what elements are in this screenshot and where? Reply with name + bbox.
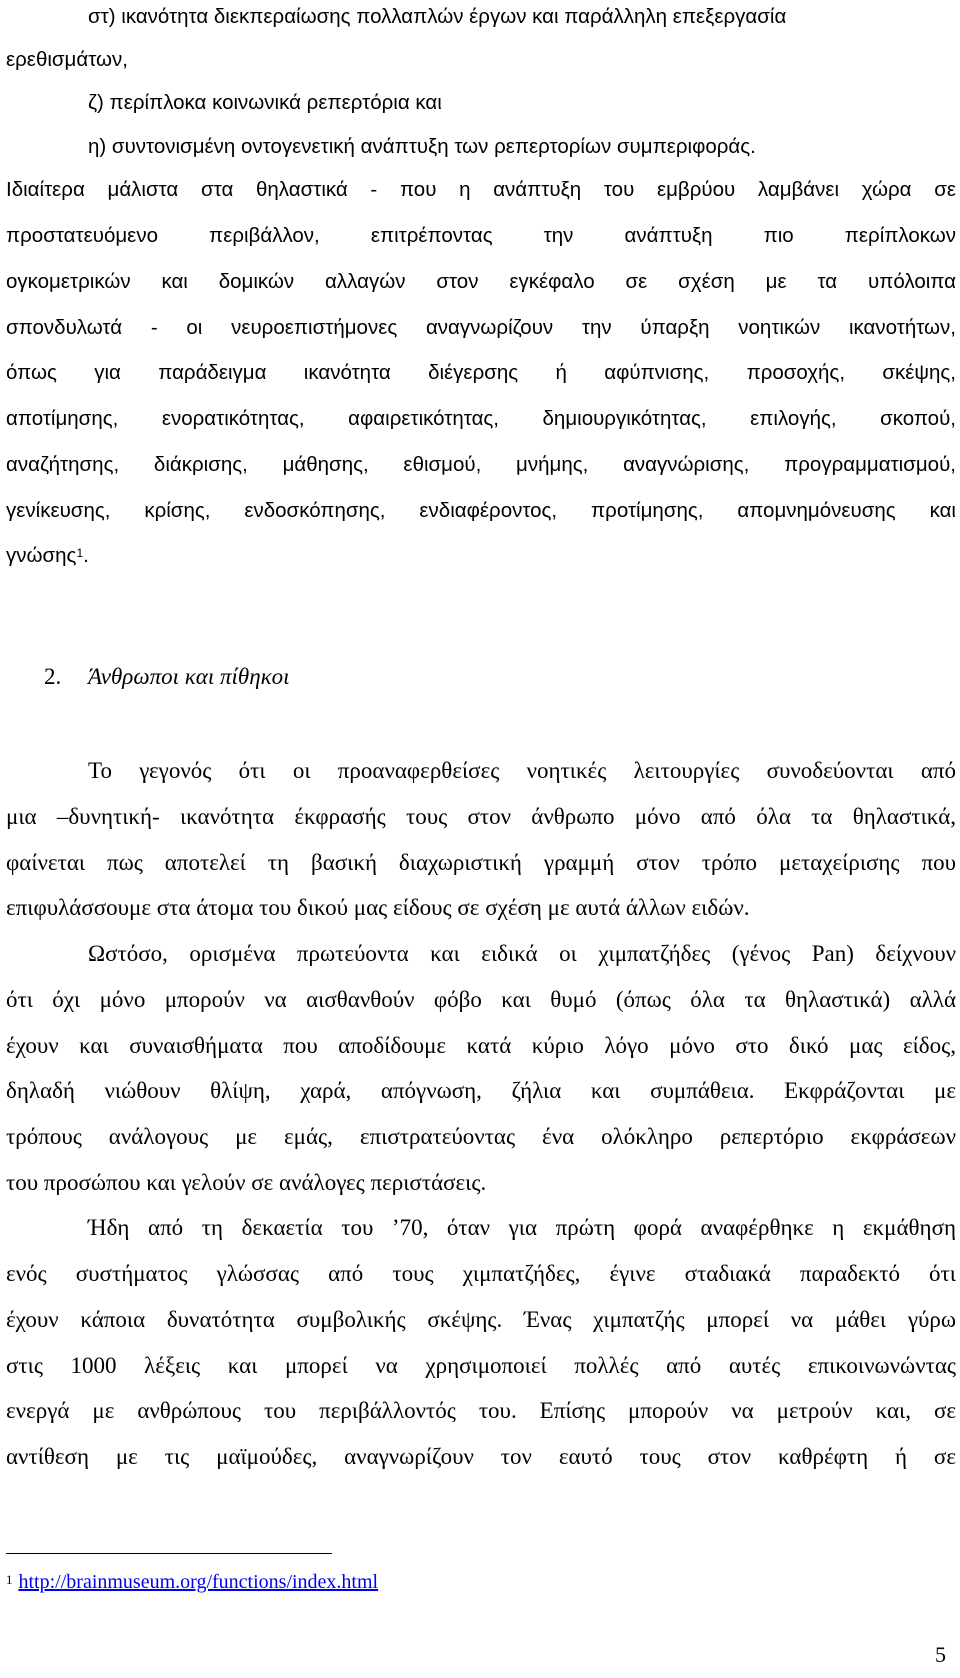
footnote bbox=[6, 1569, 378, 1595]
paragraph-line: του προσώπου και γελούν σε ανάλογες περιστάσεις. bbox=[6, 1170, 487, 1195]
paragraph-line: έχουν και συναισθήματα που αποδίδουμε κατά κύριο λόγο μόνο στο δικό μας είδος, bbox=[6, 1033, 956, 1058]
paragraph-line: δηλαδή νιώθουν θλίψη, χαρά, απόγνωση, ζήλια και συμπάθεια. Εκφράζονται με bbox=[6, 1078, 956, 1103]
footnote-marker: 1 bbox=[6, 1572, 13, 1587]
paragraph-line: Το γεγονός ότι οι προαναφερθείσες νοητικές λειτουργίες συνοδεύονται από bbox=[88, 758, 956, 783]
paragraph-line: σπονδυλωτά - οι νευροεπιστήμονες αναγνωρίζουν την ύπαρξη νοητικών ικανοτήτων, bbox=[6, 316, 956, 339]
footnote-separator bbox=[6, 1553, 332, 1554]
paragraph-line: ογκομετρικών και δομικών αλλαγών στον εγκέφαλο σε σχέση με τα υπόλοιπα bbox=[6, 270, 956, 293]
footnote-link[interactable]: http://brainmuseum.org/functions/index.html bbox=[18, 1571, 379, 1593]
paragraph-line: ότι όχι μόνο μπορούν να αισθανθούν φόβο και θυμό (όπως όλα τα θηλαστικά) αλλά bbox=[6, 987, 956, 1012]
paragraph-line: επιφυλάσσουμε στα άτομα του δικού μας είδους σε σχέση με αυτά άλλων ειδών. bbox=[6, 895, 750, 920]
list-item-st: στ) ικανότητα διεκπεραίωσης πολλαπλών έργων και παράλληλη επεξεργασία bbox=[88, 5, 787, 28]
list-item-i: η) συντονισμένη οντογενετική ανάπτυξη των ρεπερτορίων συμπεριφοράς. bbox=[88, 135, 756, 158]
list-item-st-continuation: ερεθισμάτων, bbox=[6, 48, 128, 71]
list-item-z: ζ) περίπλοκα κοινωνικά ρεπερτόρια και bbox=[88, 91, 442, 114]
paragraph-line: φαίνεται πως αποτελεί τη βασική διαχωριστική γραμμή στον τρόπο μεταχείρισης που bbox=[6, 850, 956, 875]
section-title: Άνθρωποι και πίθηκοι bbox=[88, 664, 290, 689]
section-heading bbox=[44, 664, 290, 690]
section-number: 2. bbox=[44, 664, 62, 689]
paragraph-line: ενεργά με ανθρώπους του περιβάλλοντός του. Επίσης μπορούν να μετρούν και, σε bbox=[6, 1398, 956, 1423]
last-word: γνώσης bbox=[6, 544, 77, 567]
paragraph-line: γενίκευσης, κρίσης, ενδοσκόπησης, ενδιαφέροντος, προτίμησης, απομνημόνευσης και bbox=[6, 499, 956, 522]
paragraph-line: αναζήτησης, διάκρισης, μάθησης, εθισμού, μνήμης, αναγνώρισης, προγραμματισμού, bbox=[6, 453, 956, 476]
paragraph-line: αντίθεση με τις μαϊμούδες, αναγνωρίζουν τον εαυτό τους στον καθρέφτη ή σε bbox=[6, 1444, 956, 1469]
paragraph-line: έχουν κάποια δυνατότητα συμβολικής σκέψης. Ένας χιμπατζής μπορεί να μάθει γύρω bbox=[6, 1307, 956, 1332]
paragraph-line: όπως για παράδειγμα ικανότητα διέγερσης ή αφύπνισης, προσοχής, σκέψης, bbox=[6, 361, 956, 384]
paragraph-line: Ιδιαίτερα μάλιστα στα θηλαστικά - που η ανάπτυξη του εμβρύου λαμβάνει χώρα σε bbox=[6, 178, 956, 201]
paragraph-line: αποτίμησης, ενορατικότητας, αφαιρετικότητας, δημιουργικότητας, επιλογής, σκοπού, bbox=[6, 407, 956, 430]
paragraph-line: στις 1000 λέξεις και μπορεί να χρησιμοποιεί πολλές από αυτές επικοινωνώντας bbox=[6, 1353, 956, 1378]
period: . bbox=[83, 544, 89, 567]
paragraph-line: Ωστόσο, ορισμένα πρωτεύοντα και ειδικά οι χιμπατζήδες (γένος Pan) δείχνουν bbox=[88, 941, 956, 966]
paragraph-line: προστατευόμενο περιβάλλον, επιτρέποντας την ανάπτυξη πιο περίπλοκων bbox=[6, 224, 956, 247]
paragraph-line: τρόπους ανάλογους με εμάς, επιστρατεύοντας ένα ολόκληρο ρεπερτόριο εκφράσεων bbox=[6, 1124, 956, 1149]
paragraph-line: ενός συστήματος γλώσσας από τους χιμπατζήδες, έγινε σταδιακά παραδεκτό ότι bbox=[6, 1261, 956, 1286]
paragraph-line: Ήδη από τη δεκαετία του ’70, όταν για πρώτη φορά αναφέρθηκε η εκμάθηση bbox=[88, 1215, 956, 1240]
footnote-reference[interactable]: 1 bbox=[76, 546, 84, 560]
page-number: 5 bbox=[935, 1642, 946, 1667]
paragraph-line: μια –δυνητική- ικανότητα έκφρασής τους στον άνθρωπο μόνο από όλα τα θηλαστικά, bbox=[6, 804, 956, 829]
paragraph-last-line bbox=[6, 542, 956, 570]
